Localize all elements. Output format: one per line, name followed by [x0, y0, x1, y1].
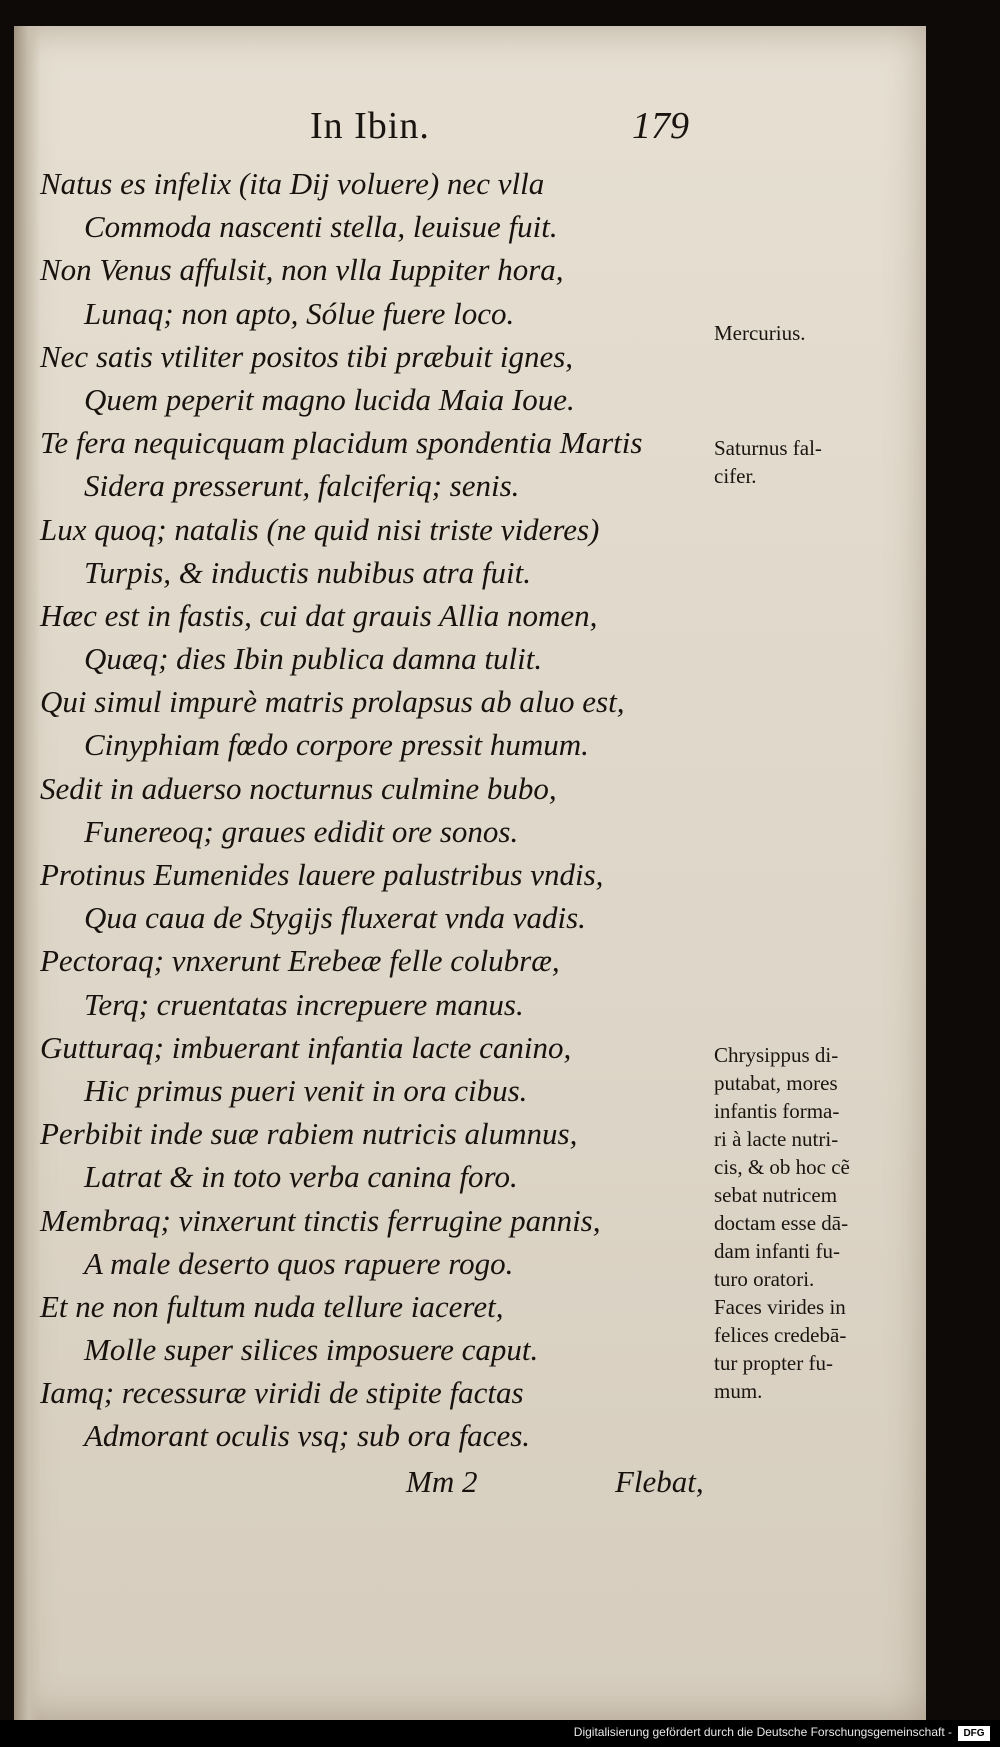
note-line: ri à lacte nutri- [714, 1127, 839, 1151]
verse-line: Quæq; dies Ibin publica damna tulit. [84, 641, 543, 677]
running-title: In Ibin. [310, 105, 430, 147]
verse-line: Admorant oculis vsq; sub ora faces. [84, 1418, 531, 1454]
note-line: cis, & ob hoc cẽ [714, 1155, 850, 1179]
note-line: felices credebā- [714, 1323, 847, 1347]
verse-line: Sidera presserunt, falciferiq; senis. [84, 468, 520, 504]
verse-line: Qui simul impurè matris prolapsus ab aluo est, [40, 684, 625, 720]
dfg-logo: DFG [958, 1726, 990, 1741]
verse-line: Funereoq; graues edidit ore sonos. [84, 813, 519, 849]
book-page [14, 26, 926, 1720]
verse-list [14, 162, 694, 1458]
note-line: mum. [714, 1379, 763, 1403]
note-line: dam infanti fu- [714, 1239, 840, 1263]
verse-line: Cinyphiam fœdo corpore pressit humum. [84, 727, 589, 763]
note-line: turo oratori. [714, 1267, 815, 1291]
verse-line: Quem peperit magno lucida Maia Ioue. [84, 381, 575, 417]
funding-credit: Digitalisierung gefördert durch die Deutsche Forschungsgemeinschaft - [573, 1725, 952, 1739]
credit-bar [0, 1720, 1000, 1747]
marginal-note-saturnus [714, 434, 914, 490]
note-line: putabat, mores [714, 1071, 838, 1095]
verse-line: Te fera nequicquam placidum spondentia Martis [40, 425, 643, 461]
note-line: sebat nutricem [714, 1183, 838, 1207]
verse-line: Iamq; recessuræ viridi de stipite factas [40, 1375, 524, 1411]
verse-line: Nec satis vtiliter positos tibi præbuit ignes, [40, 338, 574, 374]
verse-line: Natus es infelix (ita Dij voluere) nec vlla [40, 166, 545, 201]
note-line: infantis forma- [714, 1099, 840, 1123]
verse-line: Pectoraq; vnxerunt Erebeæ felle colubræ, [40, 943, 560, 979]
verse-line: Non Venus affulsit, non vlla Iuppiter hora, [40, 252, 564, 288]
note-line: cifer. [714, 464, 757, 488]
verse-line: A male deserto quos rapuere rogo. [84, 1245, 514, 1281]
note-line: Saturnus fal- [714, 436, 822, 460]
verse-line: Lux quoq; natalis (ne quid nisi triste videres) [40, 511, 600, 547]
note-line: doctam esse dā- [714, 1211, 849, 1235]
verse-line: Molle super silices imposuere caput. [84, 1332, 539, 1368]
verse-line: Et ne non fultum nuda tellure iaceret, [40, 1288, 504, 1324]
verse-line: Membraq; vinxerunt tinctis ferrugine pannis, [40, 1202, 601, 1238]
signature-mark: Mm 2 [406, 1464, 478, 1499]
note-line: Chrysippus di- [714, 1043, 839, 1067]
verse-line: Sedit in aduerso nocturnus culmine bubo, [40, 770, 557, 806]
page-footer [14, 1454, 926, 1514]
verse-line: Lunaq; non apto, Sólue fuere loco. [84, 295, 515, 331]
page-number: 179 [632, 105, 689, 147]
verse-line: Qua caua de Stygijs fluxerat vnda vadis. [84, 900, 586, 936]
verse-line: Protinus Eumenides lauere palustribus vndis, [40, 857, 604, 892]
verse-line: Hic primus pueri venit in ora cibus. [84, 1072, 528, 1108]
page-header [14, 82, 926, 152]
verse-line: Perbibit inde suæ rabiem nutricis alumnus, [40, 1116, 578, 1152]
note-line: Faces virides in [714, 1295, 846, 1319]
verse-line: Terq; cruentatas increpuere manus. [84, 986, 524, 1022]
verse-line: Commoda nascenti stella, leuisue fuit. [84, 209, 558, 245]
note-line: tur propter fu- [714, 1351, 833, 1375]
verse-line: Hæc est in fastis, cui dat grauis Allia nomen, [40, 597, 598, 633]
verse-line: Gutturaq; imbuerant infantia lacte canino, [40, 1029, 572, 1065]
verse-line: Latrat & in toto verba canina foro. [84, 1159, 518, 1195]
marginal-note-mercurius [714, 319, 914, 347]
marginal-note-chrysippus [714, 1041, 914, 1405]
note-line: Mercurius. [714, 321, 806, 345]
catchword: Flebat, [615, 1464, 704, 1499]
verse-line: Turpis, & inductis nubibus atra fuit. [84, 554, 531, 590]
